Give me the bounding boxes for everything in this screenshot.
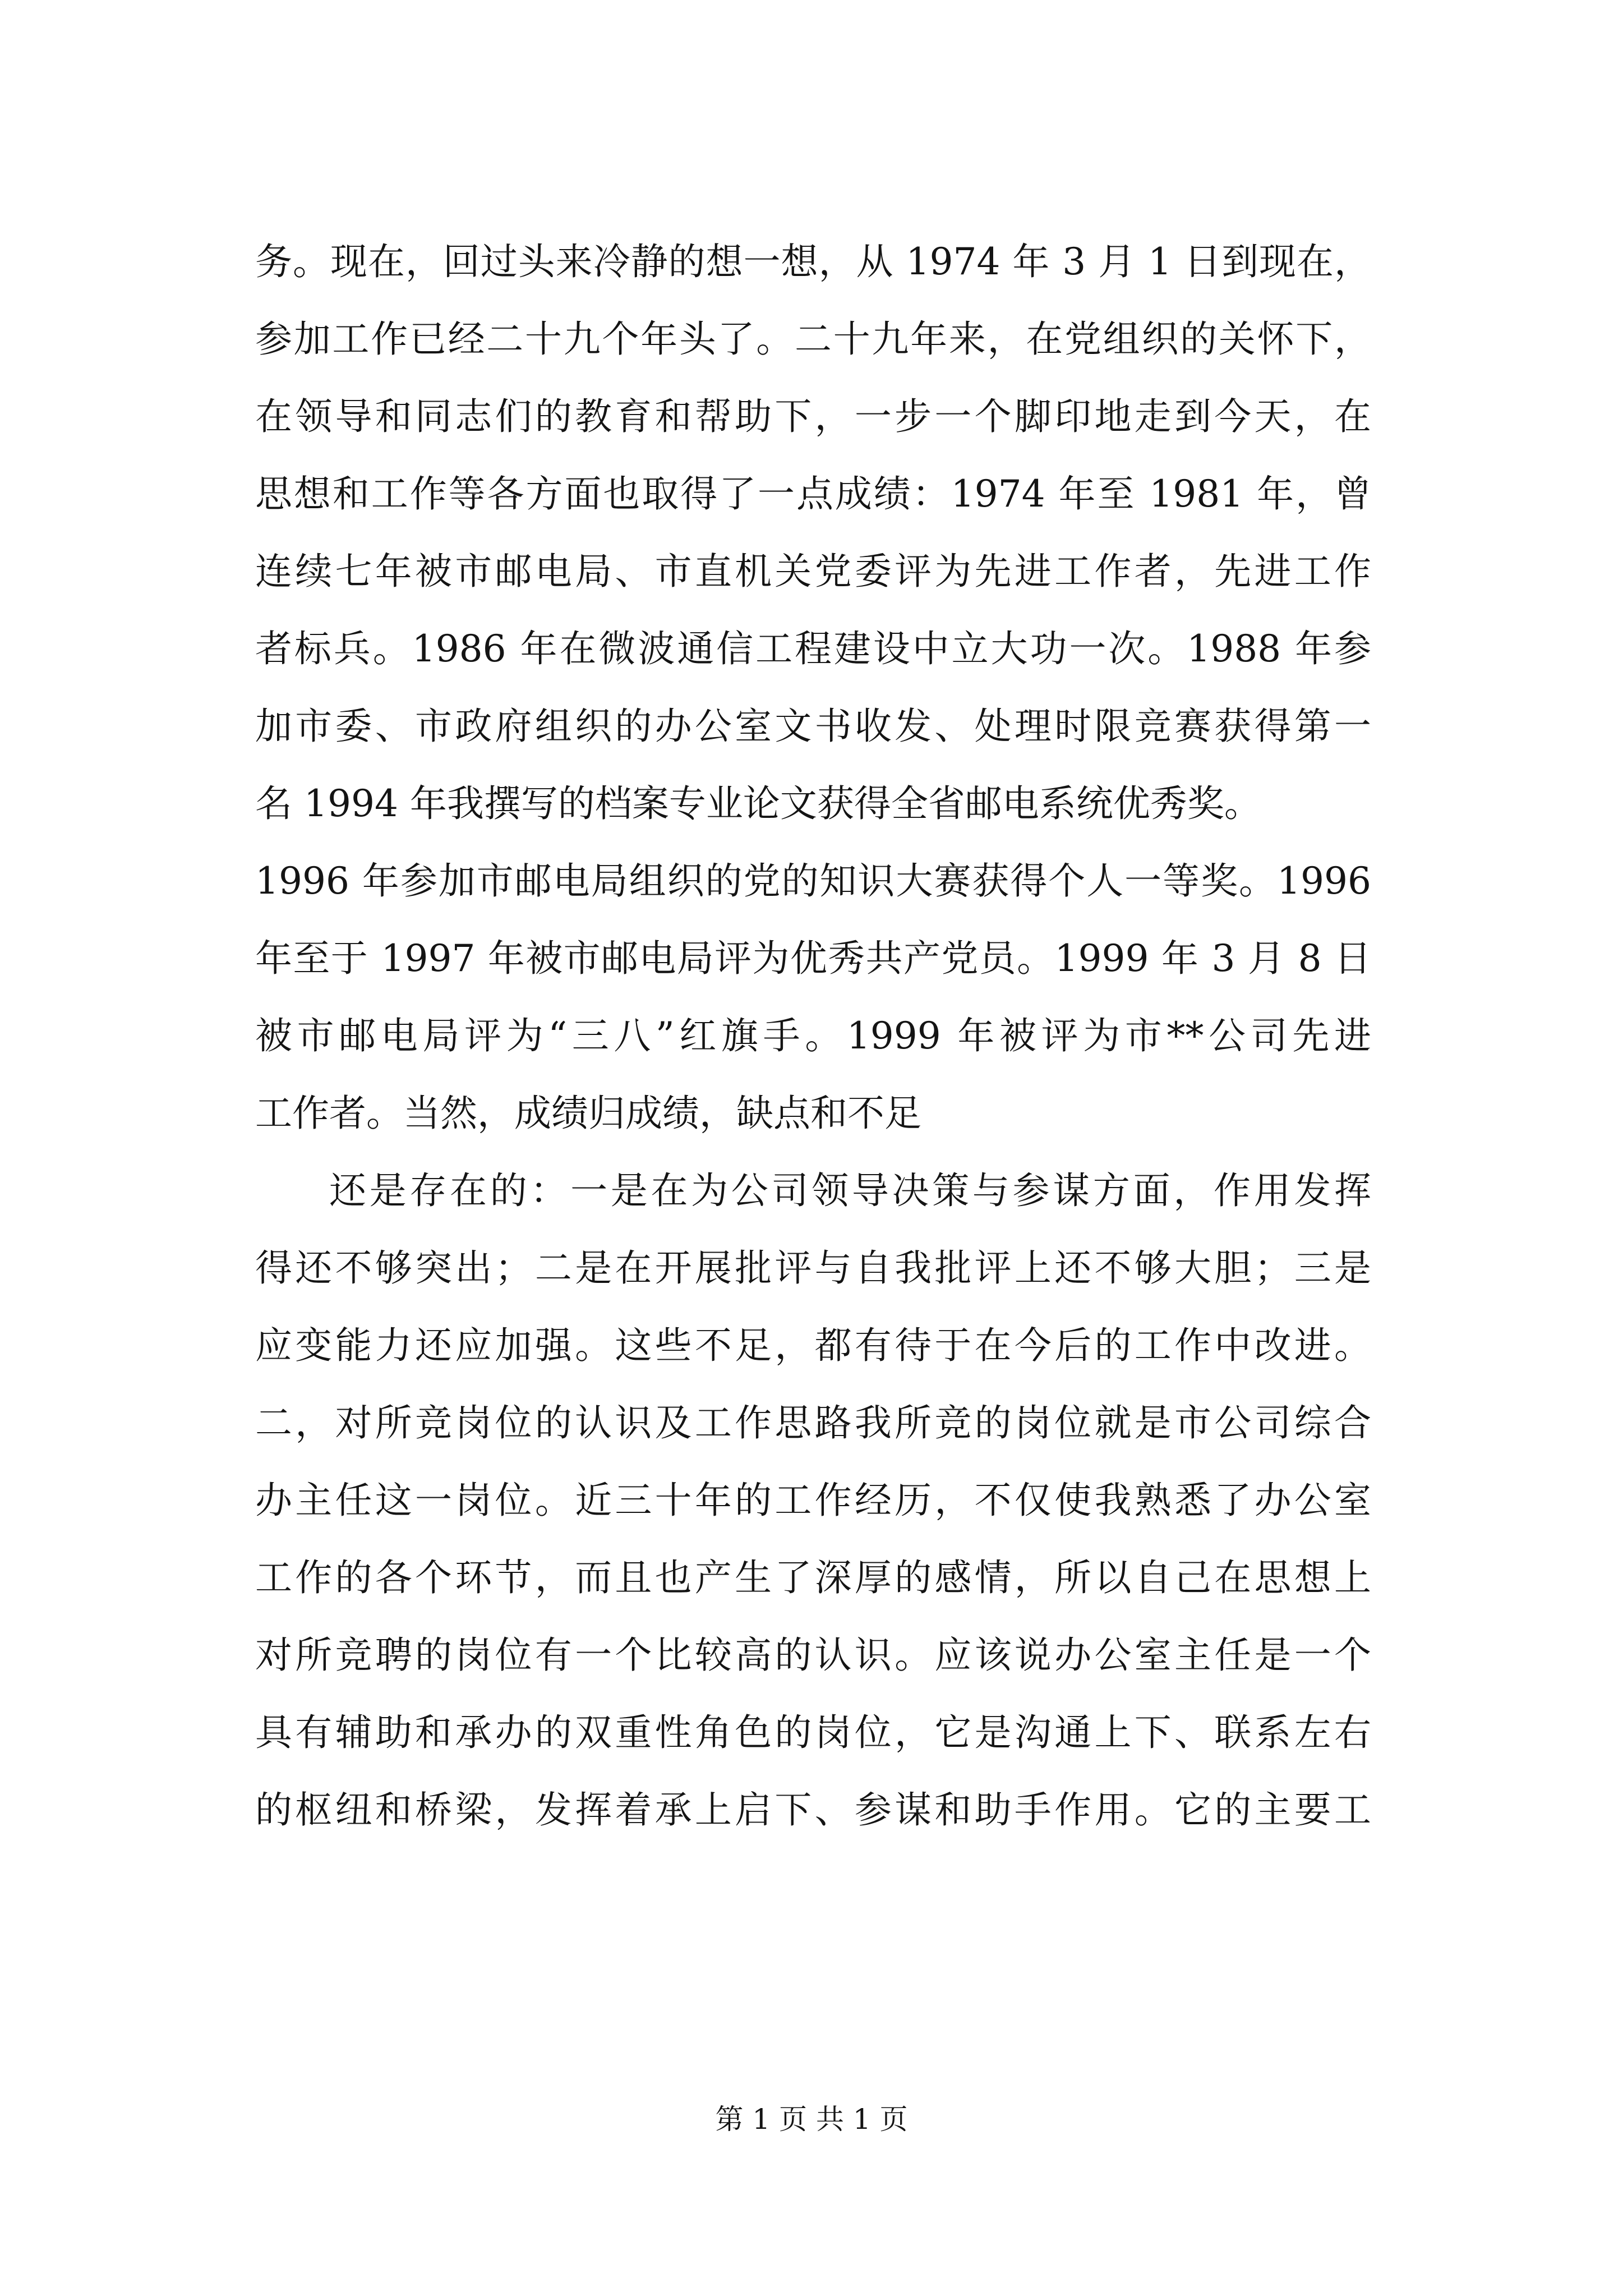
text-line: 工作的各个环节，而且也产生了深厚的感情，所以自己在思想上 — [255, 1556, 1371, 1599]
text-line: 对所竞聘的岗位有一个比较高的认识。应该说办公室主任是一个 — [255, 1634, 1371, 1677]
text-line: 加市委、市政府组织的办公室文书收发、处理时限竞赛获得第一 — [255, 705, 1371, 748]
text-line: 连续七年被市邮电局、市直机关党委评为先进工作者，先进工作 — [255, 550, 1371, 593]
text-line: 年至于 1997 年被市邮电局评为优秀共产党员。1999 年 3 月 8 日 — [255, 937, 1371, 980]
document-body — [255, 223, 1371, 1849]
text-line: 具有辅助和承办的双重性角色的岗位，它是沟通上下、联系左右 — [255, 1711, 1371, 1754]
text-line: 者标兵。1986 年在微波通信工程建设中立大功一次。1988 年参 — [255, 627, 1371, 670]
text-line: 得还不够突出；二是在开展批评与自我批评上还不够大胆；三是 — [255, 1246, 1371, 1290]
text-line: 还是存在的：一是在为公司领导决策与参谋方面，作用发挥 — [329, 1169, 1371, 1212]
text-line: 办主任这一岗位。近三十年的工作经历，不仅使我熟悉了办公室 — [255, 1479, 1371, 1522]
text-line: 参加工作已经二十九个年头了。二十九年来，在党组织的关怀下， — [255, 318, 1371, 361]
text-line: 1996 年参加市邮电局组织的党的知识大赛获得个人一等奖。1996 — [255, 859, 1371, 903]
text-line: 应变能力还应加强。这些不足，都有待于在今后的工作中改进。 — [255, 1324, 1371, 1367]
text-line: 被市邮电局评为“三八”红旗手。1999 年被评为市**公司先进 — [255, 1014, 1371, 1057]
page-footer: 第 1 页 共 1 页 — [715, 2103, 908, 2136]
text-line: 二，对所竞岗位的认识及工作思路我所竞的岗位就是市公司综合 — [255, 1401, 1371, 1444]
text-line: 的枢纽和桥梁，发挥着承上启下、参谋和助手作用。它的主要工 — [255, 1788, 1371, 1832]
text-line: 思想和工作等各方面也取得了一点成绩：1974 年至 1981 年，曾 — [255, 472, 1371, 516]
text-line: 务。现在，回过头来冷静的想一想，从 1974 年 3 月 1 日到现在， — [255, 240, 1371, 283]
text-line: 在领导和同志们的教育和帮助下，一步一个脚印地走到今天，在 — [255, 395, 1371, 438]
text-line: 工作者。当然，成绩归成绩，缺点和不足 — [255, 1092, 921, 1135]
text-line: 名 1994 年我撰写的档案专业论文获得全省邮电系统优秀奖。 — [255, 782, 1261, 825]
